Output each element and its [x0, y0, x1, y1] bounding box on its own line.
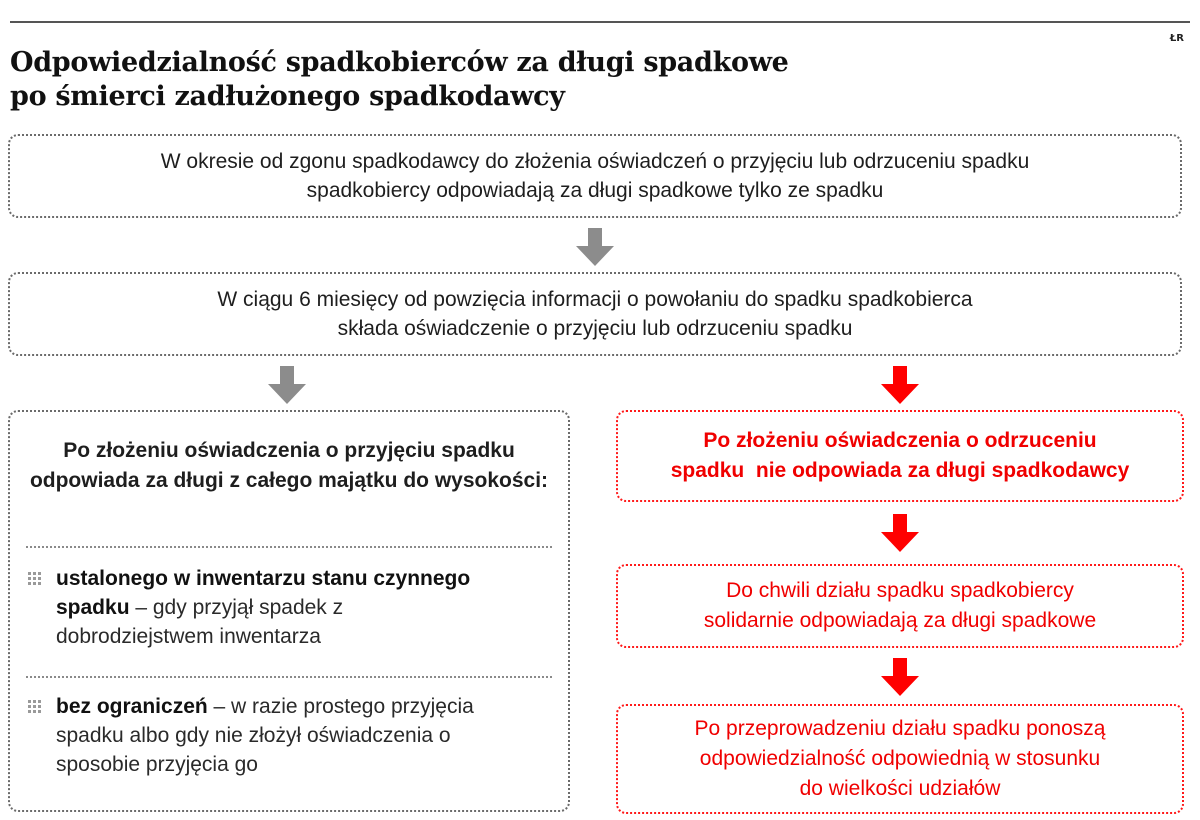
- step1-line-2: spadkobiercy odpowiadają za długi spadkowe tylko ze spadku: [306, 179, 884, 202]
- page-title: [10, 46, 789, 114]
- after-division-line-2: odpowiedzialność odpowiednią w stosunku: [699, 747, 1101, 770]
- arrow-down-icon: [266, 366, 308, 406]
- joint-liability-line-1: Do chwili działu spadku spadkobiercy: [726, 579, 1074, 602]
- grid-bullet-icon: [28, 700, 42, 714]
- top-rule: [10, 21, 1190, 23]
- divider: [26, 676, 552, 678]
- step2-box: [8, 272, 1182, 356]
- list-item: [28, 692, 554, 779]
- list-item-bold: ustalonego w inwentarzu stanu czynnego spadku: [56, 567, 471, 619]
- title-line-1: Odpowiedzialność spadkobierców za długi spadkowe: [10, 47, 789, 78]
- step1-box: [8, 134, 1182, 218]
- joint-liability-box: [616, 564, 1184, 648]
- divider: [26, 546, 552, 548]
- step2-line-1: W ciągu 6 miesięcy od powzięcia informacji o powołaniu do spadku spadkobierca: [217, 288, 973, 311]
- rejection-line-2: spadku nie odpowiada za długi spadkodawcy: [670, 459, 1130, 482]
- acceptance-box: [8, 410, 570, 812]
- arrow-down-icon: [879, 366, 921, 406]
- acceptance-heading: Po złożeniu oświadczenia o przyjęciu spadku odpowiada za długi z całego majątku do wysokości:: [29, 439, 549, 492]
- after-division-box: [616, 704, 1184, 814]
- list-item: [28, 564, 554, 651]
- title-line-2: po śmierci zadłużonego spadkodawcy: [10, 81, 565, 112]
- after-division-line-3: do wielkości udziałów: [799, 777, 1001, 800]
- after-division-line-1: Po przeprowadzeniu działu spadku ponoszą: [694, 717, 1106, 740]
- list-item-text: [56, 564, 496, 651]
- step1-line-1: W okresie od zgonu spadkodawcy do złożenia oświadczeń o przyjęciu lub odrzuceniu spadku: [160, 150, 1030, 173]
- source-credit: ŁR: [1169, 33, 1184, 44]
- joint-liability-line-2: solidarnie odpowiadają za długi spadkowe: [703, 609, 1097, 632]
- arrow-down-icon: [879, 658, 921, 698]
- arrow-down-icon: [574, 228, 616, 268]
- grid-bullet-icon: [28, 572, 42, 586]
- list-item-rest: – gdy przyjął spadek z dobrodziejstwem inwentarza: [56, 596, 344, 648]
- step2-line-2: składa oświadczenie o przyjęciu lub odrzuceniu spadku: [337, 317, 853, 340]
- list-item-rest: – w razie prostego przyjęcia spadku albo gdy nie złożył oświadczenia o sposobie przyjęcia go: [56, 695, 474, 776]
- list-item-text: [56, 692, 486, 779]
- arrow-down-icon: [879, 514, 921, 554]
- rejection-line-1: Po złożeniu oświadczenia o odrzuceniu: [703, 429, 1097, 452]
- rejection-box: [616, 410, 1184, 502]
- list-item-bold: bez ograniczeń: [56, 695, 208, 718]
